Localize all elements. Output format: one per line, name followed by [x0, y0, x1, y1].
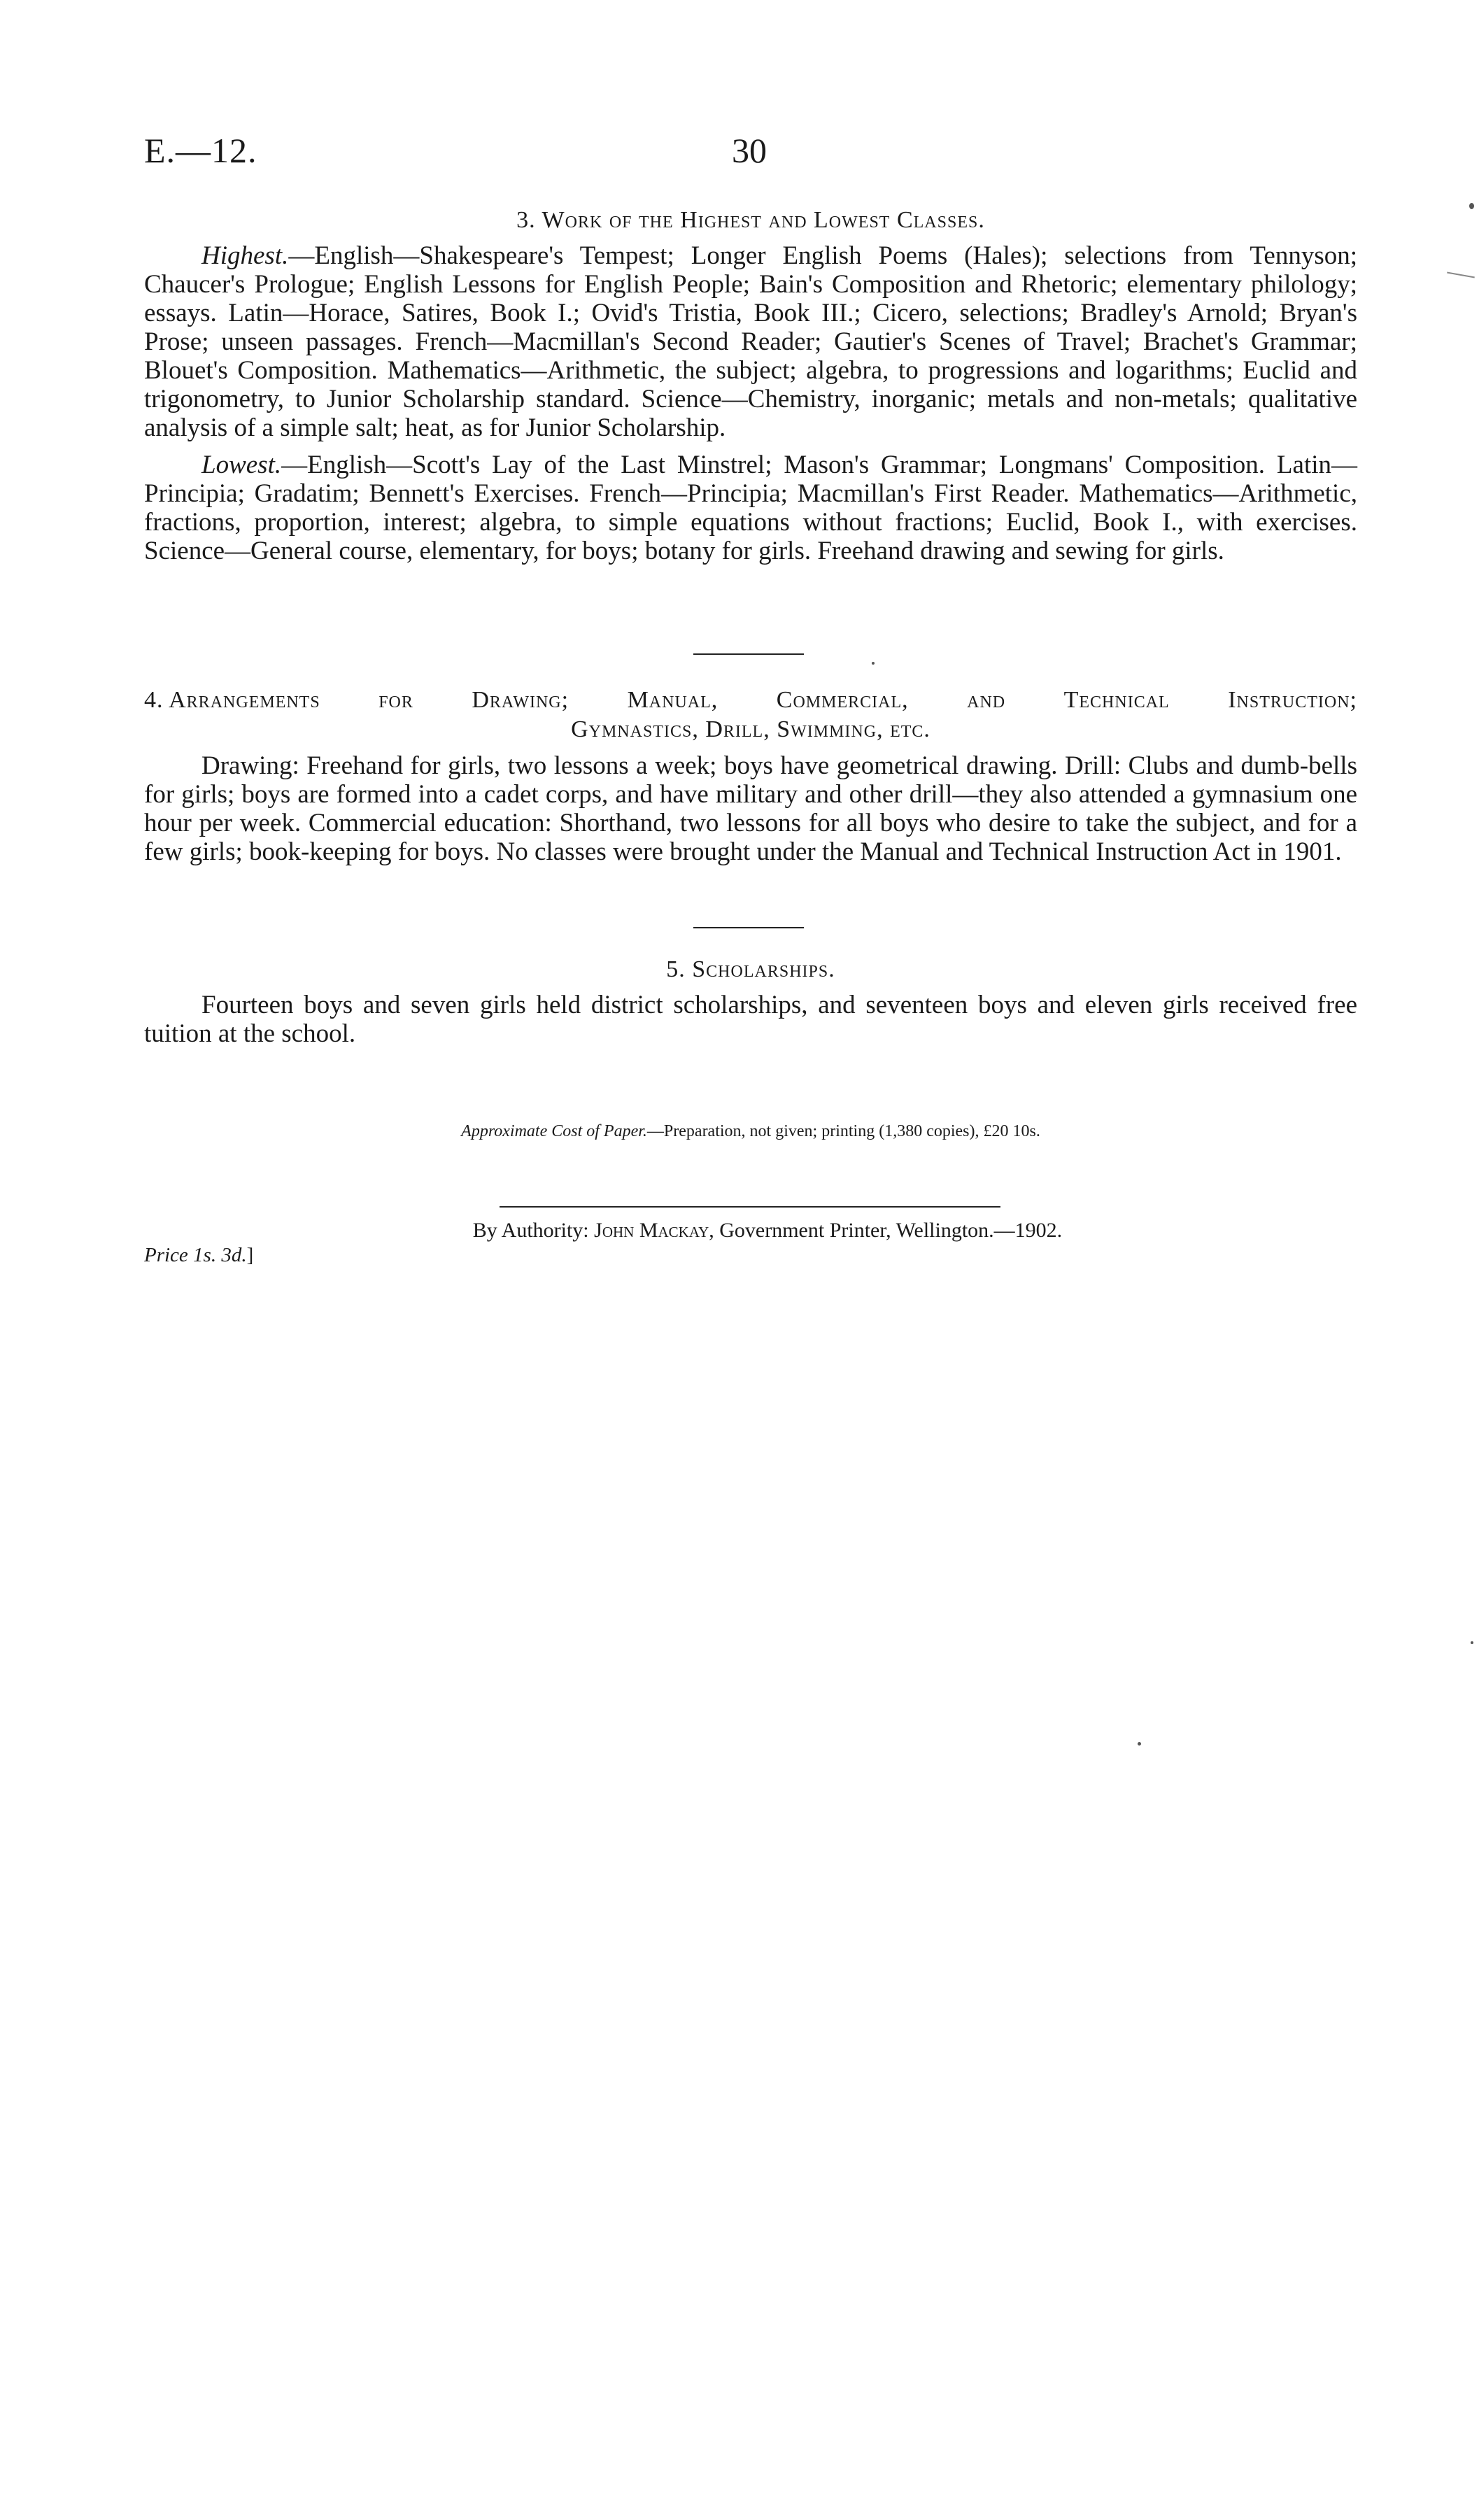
section-4-title-word: and [967, 687, 1006, 713]
scan-mark [1447, 272, 1475, 278]
section-5-paragraph: Fourteen boys and seven girls held district scholarships, and seventeen boys and eleven girls received free tuition at the school. [144, 991, 1357, 1048]
section-4-body [144, 751, 1357, 866]
scan-speck [1471, 1641, 1473, 1644]
section-4-title [144, 686, 1357, 744]
price-text: Price 1s. 3d. [144, 1244, 247, 1266]
section-4-title-word: 4. Arrangements [144, 687, 320, 713]
price-bracket: ] [246, 1244, 254, 1266]
section-5-body [144, 991, 1357, 1048]
section-4-title-word: Drawing; [472, 687, 569, 713]
section-3-title: 3. Work of the Highest and Lowest Classes. [516, 207, 985, 233]
section-4-title-word: Instruction; [1228, 687, 1357, 713]
page-number: 30 [732, 131, 767, 170]
section-5-title: 5. Scholarships. [666, 956, 835, 982]
authority-suffix: , Government Printer, Wellington.—1902. [709, 1219, 1063, 1242]
section-4-title-word: Commercial, [776, 687, 909, 713]
authority-prefix: By Authority: [472, 1219, 595, 1242]
section-4-title-word: Technical [1063, 687, 1170, 713]
highest-text: —English—Shakespeare's Tempest; Longer English Poems (Hales); selections from Tennyson; Chaucer's Prologue; English Lessons for English People; Bain's Composition and Rhetoric; elementary philology; essays. Latin—Horace, Satires, Book I.; Ovid's Tristia, Book III.; Cicero, selections; Bradley's Arnold; Bryan's Prose; unseen passages. French—Macmillan's Second Reader; Gautier's Scenes of Travel; Brachet's Grammar; Blouet's Composition. Mathematics—Arithmetic, the subject; algebra, to progressions and logarithms; Euclid and trigonometry, to Junior Scholarship standard. Science—Chemistry, inorganic; metals and non-metals; qualitative analysis of a simple salt; heat, as for Junior Scholarship. [144, 241, 1357, 442]
cost-text: —Preparation, not given; printing (1,380 copies), £20 10s. [646, 1122, 1040, 1140]
document-code: E.—12. [144, 131, 257, 170]
section-3-body [144, 241, 1357, 565]
scan-speck [1138, 1742, 1141, 1746]
section-4-paragraph: Drawing: Freehand for girls, two lessons a week; boys have geometrical drawing. Drill: Clubs and dumb-bells for girls; boys are formed into a cadet corps, and have military and other drill—they also attended a gymnasium one hour per week. Commercial education: Shorthand, two lessons for all boys who desire to take the subject, and for a few girls; book-keeping for boys. No classes were brought under the Manual and Technical Instruction Act in 1901. [144, 751, 1357, 866]
price [144, 1244, 253, 1267]
section-4-title-word: Manual, [627, 687, 719, 713]
scan-speck [872, 662, 875, 665]
scan-speck [1469, 203, 1474, 209]
lowest-paragraph [144, 451, 1357, 565]
cost-label: Approximate Cost of Paper. [461, 1122, 647, 1140]
section-divider [693, 927, 804, 928]
section-4-title-word: for [378, 687, 413, 713]
lowest-text: —English—Scott's Lay of the Last Minstrel; Mason's Grammar; Longmans' Composition. Latin—Principia; Gradatim; Bennett's Exercises. French—Principia; Macmillan's First Reader. Mathematics—Arithmetic, fractions, proportion, interest; algebra, to simple equations without fractions; Euclid, Book I., with exercises. Science—General course, elementary, for boys; botany for girls. Freehand drawing and sewing for girls. [144, 451, 1357, 565]
printer-name: John Mackay [594, 1219, 709, 1242]
approximate-cost [144, 1122, 1357, 1141]
section-divider [693, 653, 804, 655]
lowest-lead: Lowest. [201, 451, 282, 479]
highest-lead: Highest. [201, 241, 289, 270]
footer-rule [500, 1206, 1000, 1208]
highest-paragraph [144, 241, 1357, 442]
printer-authority [379, 1219, 1156, 1243]
section-4-title-line2: Gymnastics, Drill, Swimming, etc. [571, 716, 930, 742]
